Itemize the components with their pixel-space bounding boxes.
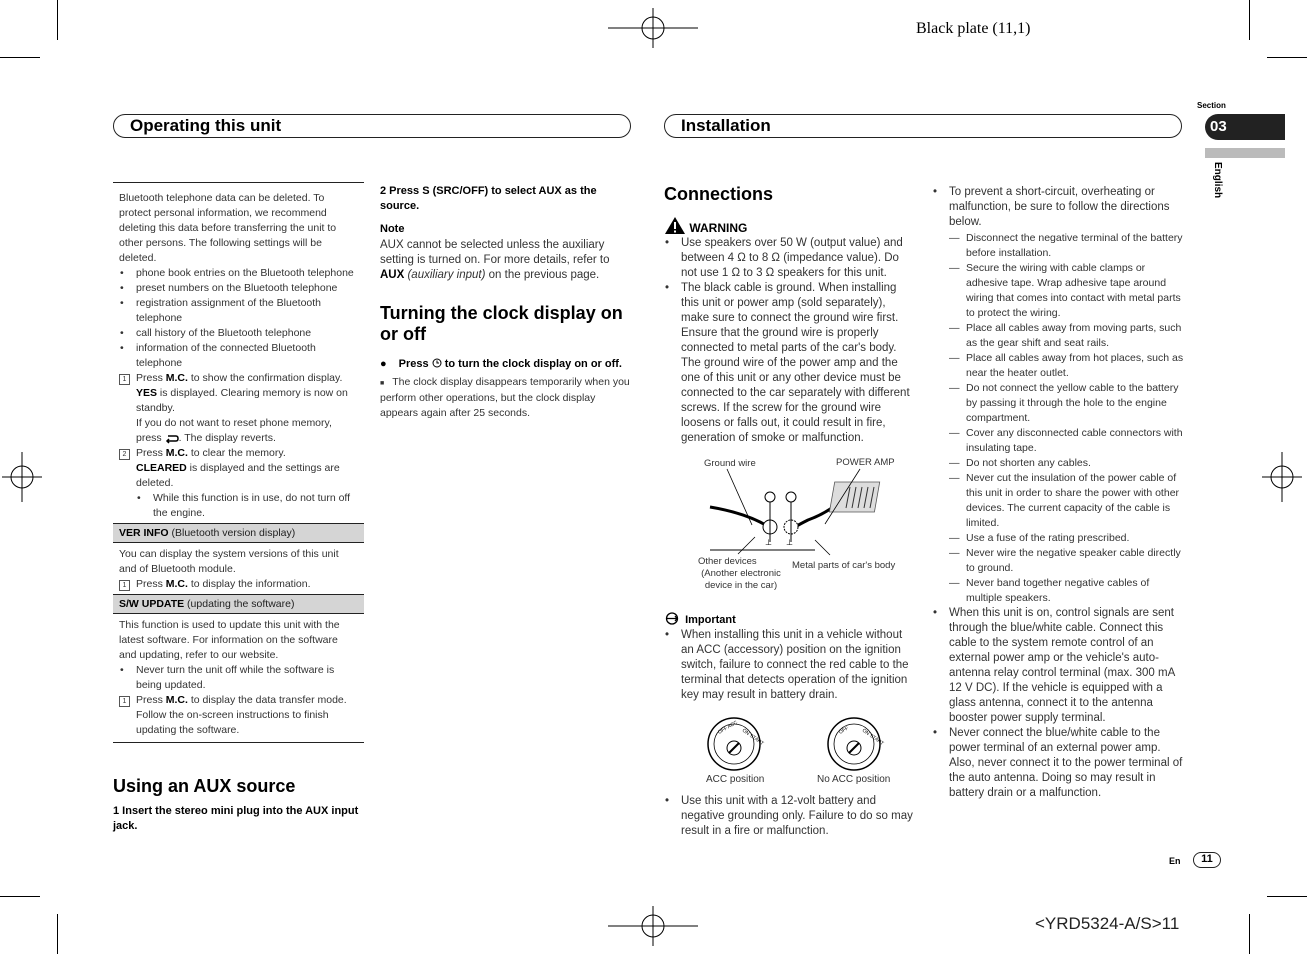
crop-mark	[57, 0, 58, 40]
step-number: 1	[119, 580, 130, 591]
aux-step-1: 1 Insert the stereo mini plug into the AUX input jack.	[113, 805, 359, 832]
step-1	[119, 371, 358, 446]
crop-mark	[0, 57, 40, 58]
clock-icon	[432, 358, 442, 368]
ver-info-step	[119, 577, 358, 592]
footer-code: <YRD5324-A/S>11	[1035, 914, 1180, 933]
list-item: • When this unit is on, control signals are sent through the blue/white cable. Connect this cable to the system remote control of an external power amp or the vehicle's auto-antenna relay control terminal (max. 300 mA 12 V DC). If the vehicle is equipped with a glass antenna, connect it to the antenna booster power supply terminal.	[949, 606, 1184, 726]
step-text: to display the information.	[187, 578, 311, 590]
step-text: Press	[136, 578, 166, 590]
step-text: to turn the clock display on or off.	[441, 358, 622, 370]
list-item: • Never connect the blue/white cable to the power terminal of an external power amp. Also, never connect it to the power terminal of the auto antenna. Doing so may result in battery drain or a malfunction.	[949, 726, 1184, 801]
note-italic: (auxiliary input)	[404, 269, 486, 281]
list-item: • While this function is in use, do not turn off the engine.	[153, 491, 358, 521]
dash-item: — Place all cables away from moving parts, such as the gear shift and seat rails.	[966, 321, 1184, 351]
column-2	[380, 184, 630, 421]
step-text: is displayed. Clearing memory is now on standby.	[136, 387, 348, 414]
other-devices-line: device in the car)	[704, 580, 778, 591]
registration-mark-top	[608, 8, 698, 48]
key-name: M.C.	[165, 694, 188, 706]
ver-info-key: VER INFO	[119, 527, 169, 539]
section-number: 03	[1210, 118, 1227, 135]
list-item: • When installing this unit in a vehicle without an ACC (accessory) position on the ignition switch, failure to connect the red cable to the terminal that detects operation of the ignition key may result in battery drain.	[681, 628, 916, 703]
list-item: • The black cable is ground. When installing this unit or power amp (sold separately), make sure to connect the ground wire first. Ensure that the ground wire is properly connected to metal parts of the car's body. The ground wire of the power amp and the one of this unit or any other device must be connected to the car separately with different screws. If the screw for the ground wire loosens or falls out, it could result in fire, generation of smoke or malfunction.	[681, 281, 916, 446]
aux-source-title: Using an AUX source	[113, 776, 296, 796]
language-code: En	[1169, 856, 1181, 866]
intro-text: Bluetooth telephone data can be deleted. To protect personal information, we recommend deleting this data before transferring the unit to other persons. The following settings will be deleted.	[119, 192, 337, 264]
section-number-badge	[1205, 114, 1285, 140]
dash-item: — Use a fuse of the rating prescribed.	[966, 531, 1184, 546]
step-text: to display the data transfer mode. Follow the on-screen instructions to finish updating the software.	[136, 694, 347, 736]
back-icon	[165, 434, 179, 443]
left-header-title: Operating this unit	[130, 116, 282, 135]
bullet-dot: ●	[380, 358, 387, 370]
svg-text:ON START: ON START	[740, 727, 765, 747]
battery-note	[664, 794, 916, 839]
dash-item: — Cover any disconnected cable connectors with insulating tape.	[966, 426, 1184, 456]
crop-mark	[1267, 57, 1307, 58]
left-section-header	[113, 114, 631, 138]
display-text: CLEARED	[136, 462, 187, 474]
note-label: Note	[380, 223, 405, 235]
list-item: • registration assignment of the Bluetooth telephone	[136, 296, 358, 326]
dash-item: — Never band together negative cables of multiple speakers.	[966, 576, 1184, 606]
dash-item: — Never wire the negative speaker cable directly to ground.	[966, 546, 1184, 576]
clock-note	[380, 375, 630, 421]
note-part: AUX cannot be selected unless the auxiliary setting is turned on. For more details, refer to	[380, 239, 610, 266]
column-1	[113, 182, 364, 743]
warning-label: WARNING	[689, 221, 748, 235]
ver-info-desc: (Bluetooth version display)	[168, 527, 296, 539]
step-text: Press	[136, 447, 166, 459]
svg-text:ON START: ON START	[860, 727, 885, 747]
step-text: is displayed and the settings are deleted.	[136, 462, 340, 489]
key-name: M.C.	[165, 372, 188, 384]
other-devices-line: (Another electronic	[701, 568, 781, 579]
step-text: Press	[136, 372, 166, 384]
list-item	[949, 185, 1184, 606]
column-3	[664, 184, 916, 446]
ground-wire-label: Ground wire	[704, 458, 756, 469]
sw-update-bar	[113, 594, 364, 614]
page-number: 11	[1193, 852, 1221, 868]
registration-mark-bottom	[608, 906, 698, 946]
sw-update-desc: (updating the software)	[184, 598, 295, 610]
key-name: M.C.	[165, 447, 188, 459]
language-label: English	[1212, 162, 1223, 199]
step-text: . The display reverts.	[178, 432, 276, 444]
no-acc-ignition-icon	[826, 716, 885, 772]
right-section-header	[664, 114, 1182, 138]
warning-heading	[664, 216, 916, 235]
clock-step	[380, 357, 630, 372]
step-number: 2	[119, 449, 130, 460]
note-text	[380, 238, 630, 283]
step-number: 1	[119, 374, 130, 385]
crop-mark	[1267, 896, 1307, 897]
power-amp-label: POWER AMP	[836, 457, 895, 468]
acc-position-label: ACC position	[706, 774, 765, 785]
step-2	[119, 446, 358, 521]
svg-text:OFF: OFF	[838, 725, 850, 736]
list-item: • Use speakers over 50 W (output value) and between 4 Ω to 8 Ω (impedance value). Do not use 1 Ω to 3 Ω speakers for this unit.	[681, 236, 916, 281]
crop-mark	[1249, 0, 1250, 40]
metal-parts-label: Metal parts of car's body	[792, 560, 896, 571]
dash-item: — Never cut the insulation of the power cable of this unit in order to share the power with other devices. The current capacity of the cable is limited.	[966, 471, 1184, 531]
dash-item: — Place all cables away from hot places, such as near the heater outlet.	[966, 351, 1184, 381]
dash-item: — Do not connect the yellow cable to the battery by passing it through the hole to the engine compartment.	[966, 381, 1184, 426]
list-item: • call history of the Bluetooth telephone	[136, 326, 358, 341]
crop-mark	[0, 896, 40, 897]
column-4	[932, 185, 1184, 801]
dash-item: — Secure the wiring with cable clamps or adhesive tape. Wrap adhesive tape around wiring that comes into contact with metal parts to protect the wiring.	[966, 261, 1184, 321]
svg-text:⊥: ⊥	[786, 538, 793, 547]
step-number: 1	[119, 696, 130, 707]
note-key: AUX	[380, 269, 405, 281]
important-heading	[664, 612, 916, 626]
list-item: • preset numbers on the Bluetooth telephone	[136, 281, 358, 296]
registration-mark-right	[1262, 452, 1302, 502]
list-item: • Use this unit with a 12-volt battery and negative grounding only. Failure to do so may result in a fire or malfunction.	[681, 794, 916, 839]
svg-text:OFF ACC: OFF ACC	[717, 719, 739, 736]
crop-mark	[57, 914, 58, 954]
clock-title: Turning the clock display on or off	[380, 303, 623, 344]
step-text: to show the confirmation display.	[187, 372, 343, 384]
no-acc-position-label: No ACC position	[817, 774, 891, 785]
sw-update-key: S/W UPDATE	[119, 598, 185, 610]
list-item: • phone book entries on the Bluetooth telephone	[136, 266, 358, 281]
svg-text:⊥: ⊥	[765, 538, 772, 547]
ver-info-text: You can display the system versions of this unit and of Bluetooth module.	[119, 548, 339, 575]
note-part: on the previous page.	[485, 269, 600, 281]
section-label: Section	[1197, 101, 1226, 110]
step-text: If you do not want to reset phone memory, press	[136, 417, 332, 444]
other-devices-line: Other devices	[698, 556, 757, 567]
list-item: • Never turn the unit off while the software is being updated.	[136, 663, 358, 693]
warning-icon	[664, 216, 686, 235]
display-text: YES	[136, 387, 158, 399]
registration-mark-left	[2, 452, 42, 502]
aux-step-2: 2 Press S (SRC/OFF) to select AUX as the source.	[380, 185, 597, 212]
step-text: Press	[398, 358, 432, 370]
sw-update-text: This function is used to update this unit with the latest software. For information on the software and updating, refer to our website.	[119, 619, 340, 661]
section-gray-bar	[1205, 148, 1285, 158]
dash-item: — Do not shorten any cables.	[966, 456, 1184, 471]
other-devices-label	[698, 556, 784, 592]
key-name: M.C.	[165, 578, 188, 590]
sw-update-step	[119, 693, 358, 738]
step-text: Press	[136, 694, 166, 706]
important-icon	[664, 612, 682, 625]
important-label: Important	[685, 614, 736, 626]
right-header-title: Installation	[681, 116, 771, 135]
plate-text: Black plate (11,1)	[916, 20, 1031, 37]
crop-mark	[1249, 914, 1250, 954]
acc-ignition-icon	[706, 716, 765, 772]
deleted-items-list	[119, 266, 358, 371]
step-text: to clear the memory.	[187, 447, 286, 459]
note-square-icon: ■	[380, 380, 385, 387]
connections-title: Connections	[664, 184, 774, 204]
important-block	[664, 612, 916, 703]
list-item: • information of the connected Bluetooth telephone	[136, 341, 358, 371]
dash-item: — Disconnect the negative terminal of the battery before installation.	[966, 231, 1184, 261]
clock-note-text: The clock display disappears temporarily when you perform other operations, but the clock display appears again after 25 seconds.	[380, 376, 630, 419]
list-item-text: To prevent a short-circuit, overheating or malfunction, be sure to follow the directions below.	[949, 186, 1170, 228]
ver-info-bar	[113, 523, 364, 543]
